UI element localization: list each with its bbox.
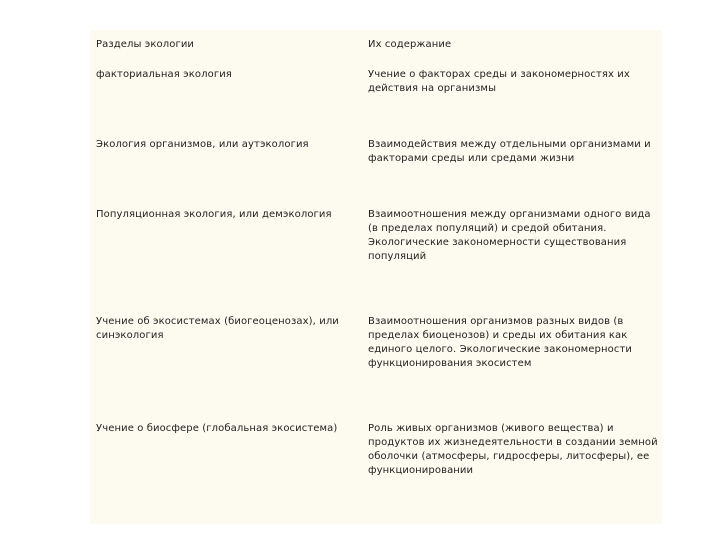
- header-content: Их содержание: [368, 39, 452, 50]
- row-4-section: Учение об экосистемах (биогеоценозах), или синэкология: [96, 316, 339, 341]
- row-2-section: Экология организмов, или аутэкология: [96, 139, 309, 150]
- row-3-section: Популяционная экология, или демэкология: [96, 209, 332, 220]
- row-2-content: Взаимодействия между отдельными организмами и факторами среды или средами жизни: [368, 139, 651, 164]
- row-5-section: Учение о биосфере (глобальная экосистема): [96, 423, 338, 434]
- row-5-content: Роль живых организмов (живого вещества) и продуктов их жизнедеятельности в создании земной оболочки (атмосферы, гидросферы, литосферы), ее функционировании: [368, 423, 658, 476]
- row-1-content: Учение о факторах среды и закономерностях их действия на организмы: [368, 69, 630, 94]
- row-1-section: факториальная экология: [96, 69, 232, 80]
- row-3-content: Взаимоотношения между организмами одного вида (в пределах популяций) и средой обитания. Экологические закономерности существования популяций: [368, 209, 651, 262]
- header-sections: Разделы экологии: [96, 39, 195, 50]
- row-4-content: Взаимоотношения организмов разных видов (в пределах биоценозов) и среды их обитания как единого целого. Экологические закономерности функционирования экосистем: [368, 316, 632, 369]
- ecology-table: [90, 30, 662, 524]
